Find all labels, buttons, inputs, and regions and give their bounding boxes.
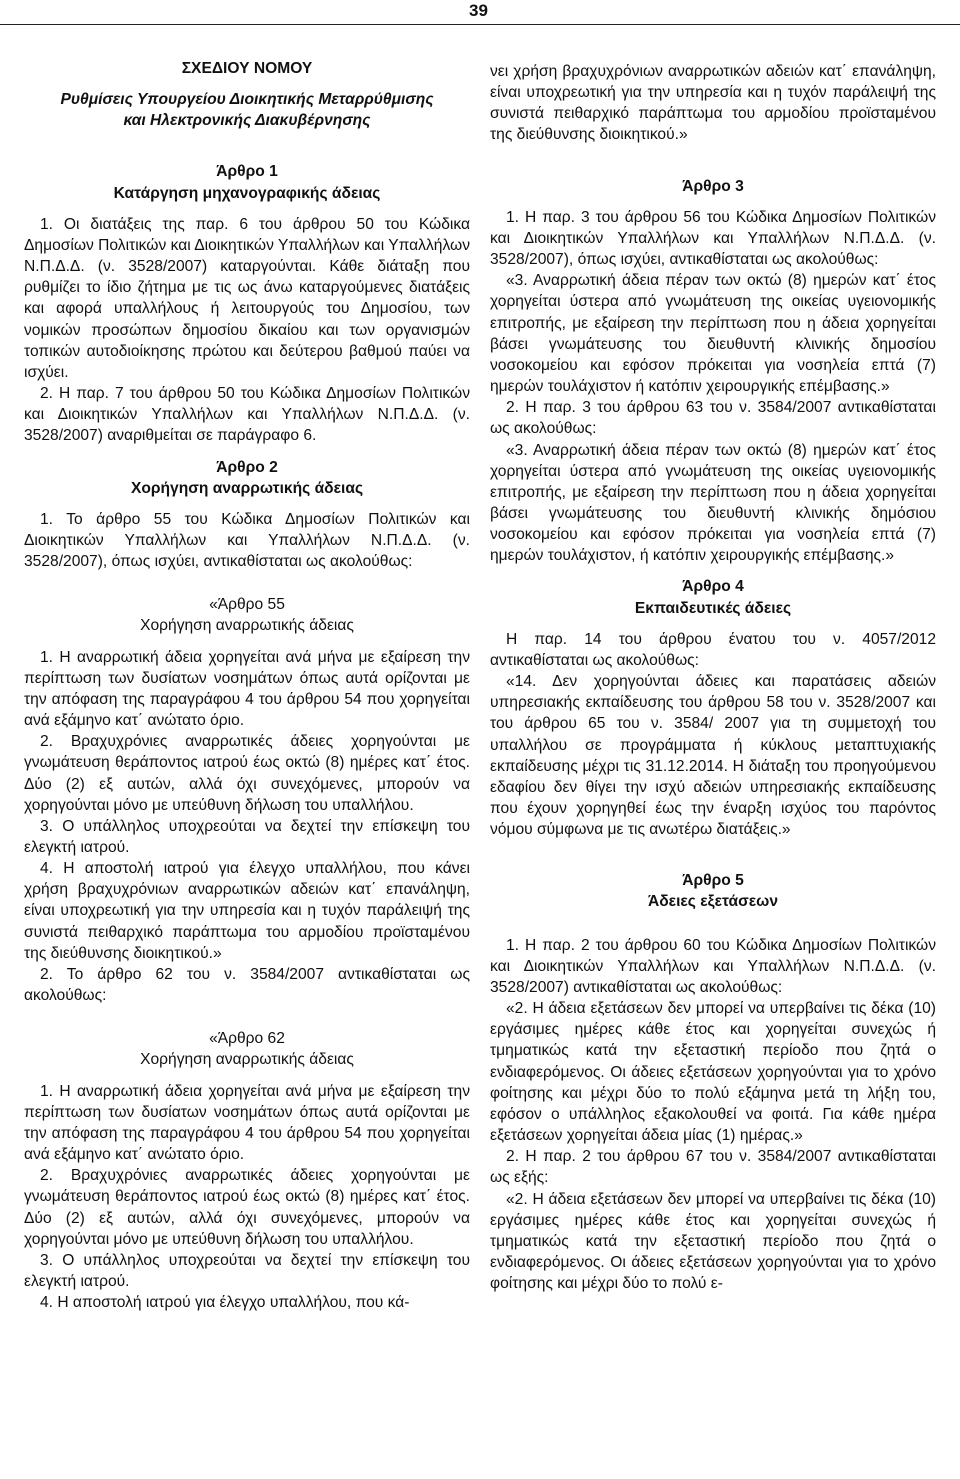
article5-quote2: «2. Η άδεια εξετάσεων δεν μπορεί να υπερβαίνει τις δέκα (10) εργάσιμες ημέρες κάθε έτος και χορηγείται συνεχώς ή τμηματικώς κατά την εξεταστική περίοδο που ζητά ο ενδιαφερόμενος. Οι άδειες εξετάσεων χορηγούνται για το χρόνο φοίτησης και μέχρι δύο το πολύ ε- [490,1190,936,1293]
article2-paragraph1: 1. Το άρθρο 55 του Κώδικα Δημοσίων Πολιτικών και Διοικητικών Υπαλλήλων και Υπαλλήλων Ν.Π.Δ.Δ. (ν. 3528/2007), όπως ισχύει, αντικαθίσταται ως ακολούθως: [24,510,470,571]
page-number [0,0,960,22]
continuation-paragraph: νει χρήση βραχυχρόνιων αναρρωτικών αδειών κατ΄ επανάληψη, είναι υποχρεωτική για την υπηρεσία και η τυχόν παράλειψή της συνιστά πειθαρχικό παράπτωμα του αρμοδίου προϊσταμένου της διεύθυνσης διοικητικού.» [490,63,936,144]
article5-title: Άδειες εξετάσεων [647,893,779,911]
article55-heading: «Άρθρο 55 [209,596,285,614]
article1-title: Κατάργηση μηχανογραφικής άδειας [113,184,381,202]
article2-heading: Άρθρο 2 [216,458,278,476]
article2-title: Χορήγηση αναρρωτικής άδειας [130,479,364,497]
article4-title: Εκπαιδευτικές άδειες [634,599,792,617]
bill-subtitle-line2: και Ηλεκτρονικής Διακυβέρνησης [123,112,371,130]
bill-subtitle-line1: Ρυθμίσεις Υπουργείου Διοικητικής Μεταρρύθμισης [60,91,434,109]
article55-paragraph1: 1. Η αναρρωτική άδεια χορηγείται ανά μήνα με εξαίρεση την περίπτωση των δυσίατων νοσημάτων όπως αυτά ορίζονται με την απόφαση της παραγράφου 4 του άρθρου 54 που χορηγείται ανά εξάμηνο κατ΄ ανώτατο όριο. [24,648,470,730]
article55-paragraph2: 2. Βραχυχρόνιες αναρρωτικές άδειες χορηγούνται με γνωμάτευση θεράποντος ιατρού έως οκτώ (8) ημέρες κατ΄ έτος. Δύο (2) εξ αυτών, αλλά όχι συνεχόμενες, μπορούν να χορηγούνται μόνο με υπεύθυνη δήλωση του υπαλλήλου. [24,733,470,814]
article4-quote1: «14. Δεν χορηγούνται άδειες και παρατάσεις αδειών υπηρεσιακής εκπαίδευσης του άρθρου 58 του ν. 3528/2007 και του άρθρου 65 του ν. 3584/ 2007 για τη συμμετοχή του υπαλλήλου σε προγράμματα ή κύκλους μεταπτυχιακής εκπαίδευσης μέχρι τις 31.12.2014. Η διάταξη του προηγούμενου εδαφίου δεν θίγει την ισχύ αδειών υπηρεσιακής εκπαίδευσης που έχουν χορηγηθεί έως την έναρξη ισχύος του παρόντος νόμου σύμφωνα με τις ανωτέρω διατάξεις.» [490,673,936,839]
article62-paragraph3: 3. Ο υπάλληλος υποχρεούται να δεχτεί την επίσκεψη του ελεγκτή ιατρού. [24,1251,470,1290]
bill-title: ΣΧΕΔΙΟΥ ΝΟΜΟΥ [181,60,313,77]
article3-heading: Άρθρο 3 [682,177,744,195]
article5-heading: Άρθρο 5 [682,872,744,890]
article55-title: Χορήγηση αναρρωτικής άδειας [140,617,354,635]
article5-paragraph2: 2. Η παρ. 2 του άρθρου 67 του ν. 3584/2007 αντικαθίσταται ως εξής: [490,1148,936,1187]
article5-paragraph1: 1. Η παρ. 2 του άρθρου 60 του Κώδικα Δημοσίων Πολιτικών και Διοικητικών Υπαλλήλων και Υπαλλήλων Ν.Π.Δ.Δ. (ν. 3528/2007) αντικαθίσταται ως ακολούθως: [490,936,936,996]
article4-heading: Άρθρο 4 [682,578,744,596]
article62-title: Χορήγηση αναρρωτικής άδειας [140,1051,354,1069]
article55-paragraph4: 4. Η αποστολή ιατρού για έλεγχο υπαλλήλου, που κάνει χρήση βραχυχρόνιων αναρρωτικών αδειών κατ΄ επανάληψη, είναι υποχρεωτική για την υπηρεσία και η τυχόν παράλειψή της συνιστά πειθαρχικό παράπτωμα του αρμοδίου προϊσταμένου της διεύθυνσης διοικητικού.» [24,860,470,962]
article62-heading: «Άρθρο 62 [209,1030,285,1048]
article3-quote2: «3. Αναρρωτική άδεια πέραν των οκτώ (8) ημερών κατ΄ έτος χορηγείται ύστερα από γνωμάτευση της οικείας υγειονομικής επιτροπής, με εξαίρεση την περίπτωση που η άδεια χορηγείται βάσει γνωμάτευσης του διευθυντή κλινικής δημόσιου νοσοκομείου και εφόσον πρόκειται για νοσηλεία επτά (7) ημερών τουλάχιστον, ή κατόπιν χειρουργικής επέμβασης.» [490,441,936,565]
header-rule [0,24,960,25]
right-column [490,61,936,1294]
article1-paragraph1: 1. Οι διατάξεις της παρ. 6 του άρθρου 50 του Κώδικα Δημοσίων Πολιτικών και Διοικητικών Υπαλλήλων και Υπαλλήλων Ν.Π.Δ.Δ. (ν. 3528/2007) καταργούνται. Κάθε διάταξη που ρυθμίζει το ίδιο ζήτημα με τις ως άνω καταργούμενες διατάξεις και αφορά υπαλλήλους ή λειτουργούς του Δημοσίου, των νομικών προσώπων δημοσίου δικαίου και των οργανισμών τοπικών αυτοδιοίκησης πρώτου και δεύτερου βαθμού παύει να ισχύει. [24,215,470,381]
article3-quote1: «3. Αναρρωτική άδεια πέραν των οκτώ (8) ημερών κατ΄ έτος χορηγείται ύστερα από γνωμάτευση της οικείας υγειονομικής επιτροπής, με εξαίρεση την περίπτωση που η άδεια χορηγείται βάσει γνωμάτευσης του διευθυντή κλινικής δημοσίου νοσοκομείου και εφόσον πρόκειται για νοσηλεία επτά (7) ημερών τουλάχιστον ή κατόπιν χειρουργικής επέμβασης.» [490,272,936,396]
article3-paragraph2: 2. Η παρ. 3 του άρθρου 63 του ν. 3584/2007 αντικαθίσταται ως ακολούθως: [490,399,936,438]
left-column [24,58,470,1313]
article55-paragraph3: 3. Ο υπάλληλος υποχρεούται να δεχτεί την επίσκεψη του ελεγκτή ιατρού. [24,817,470,856]
article62-paragraph4: 4. Η αποστολή ιατρού για έλεγχο υπαλλήλου, που κά- [40,1294,410,1312]
article62-paragraph2: 2. Βραχυχρόνιες αναρρωτικές άδειες χορηγούνται με γνωμάτευση θεράποντος ιατρού έως οκτώ (8) ημέρες κατ΄ έτος. Δύο (2) εξ αυτών, αλλά όχι συνεχόμενες, μπορούν να χορηγούνται μόνο με υπεύθυνη δήλωση του υπαλλήλου. [24,1167,470,1248]
article4-paragraph1: Η παρ. 14 του άρθρου ένατου του ν. 4057/2012 αντικαθίσταται ως ακολούθως: [490,630,936,669]
article2-paragraph2: 2. Το άρθρο 62 του ν. 3584/2007 αντικαθίσταται ως ακολούθως: [24,965,470,1005]
article1-heading: Άρθρο 1 [216,163,278,181]
page-number-text: 39 [469,1,488,20]
article3-paragraph1: 1. Η παρ. 3 του άρθρου 56 του Κώδικα Δημοσίων Πολιτικών και Διοικητικών Υπαλλήλων και Υπαλλήλων Ν.Π.Δ.Δ. (ν. 3528/2007), όπως ισχύει, αντικαθίσταται ως ακολούθως: [490,208,936,269]
article5-quote1: «2. Η άδεια εξετάσεων δεν μπορεί να υπερβαίνει τις δέκα (10) εργάσιμες ημέρες κάθε έτος και χορηγείται συνεχώς ή τμηματικώς κατά την εξεταστική περίοδο που ζητά ο ενδιαφερόμενος. Οι άδειες εξετάσεων χορηγούνται για το χρόνο φοίτησης και μέχρι δύο το πολύ εξάμηνα μετά τη λήξη του, εφόσον ο υπάλληλος εξακολουθεί να φοιτά. Για κάθε ημέρα εξετάσεων χορηγείται άδεια μίας (1) ημέρας.» [490,1000,936,1145]
article62-paragraph1: 1. Η αναρρωτική άδεια χορηγείται ανά μήνα με εξαίρεση την περίπτωση των δυσίατων νοσημάτων όπως αυτά ορίζονται με την απόφαση της παραγράφου 4 του άρθρου 54 που χορηγείται ανά εξάμηνο κατ΄ ανώτατο όριο. [24,1082,470,1164]
article1-paragraph2: 2. Η παρ. 7 του άρθρου 50 του Κώδικα Δημοσίων Πολιτικών και Διοικητικών Υπαλλήλων και Υπαλλήλων Ν.Π.Δ.Δ. (ν. 3528/2007) αναριθμείται σε παράγραφο 6. [24,385,470,445]
